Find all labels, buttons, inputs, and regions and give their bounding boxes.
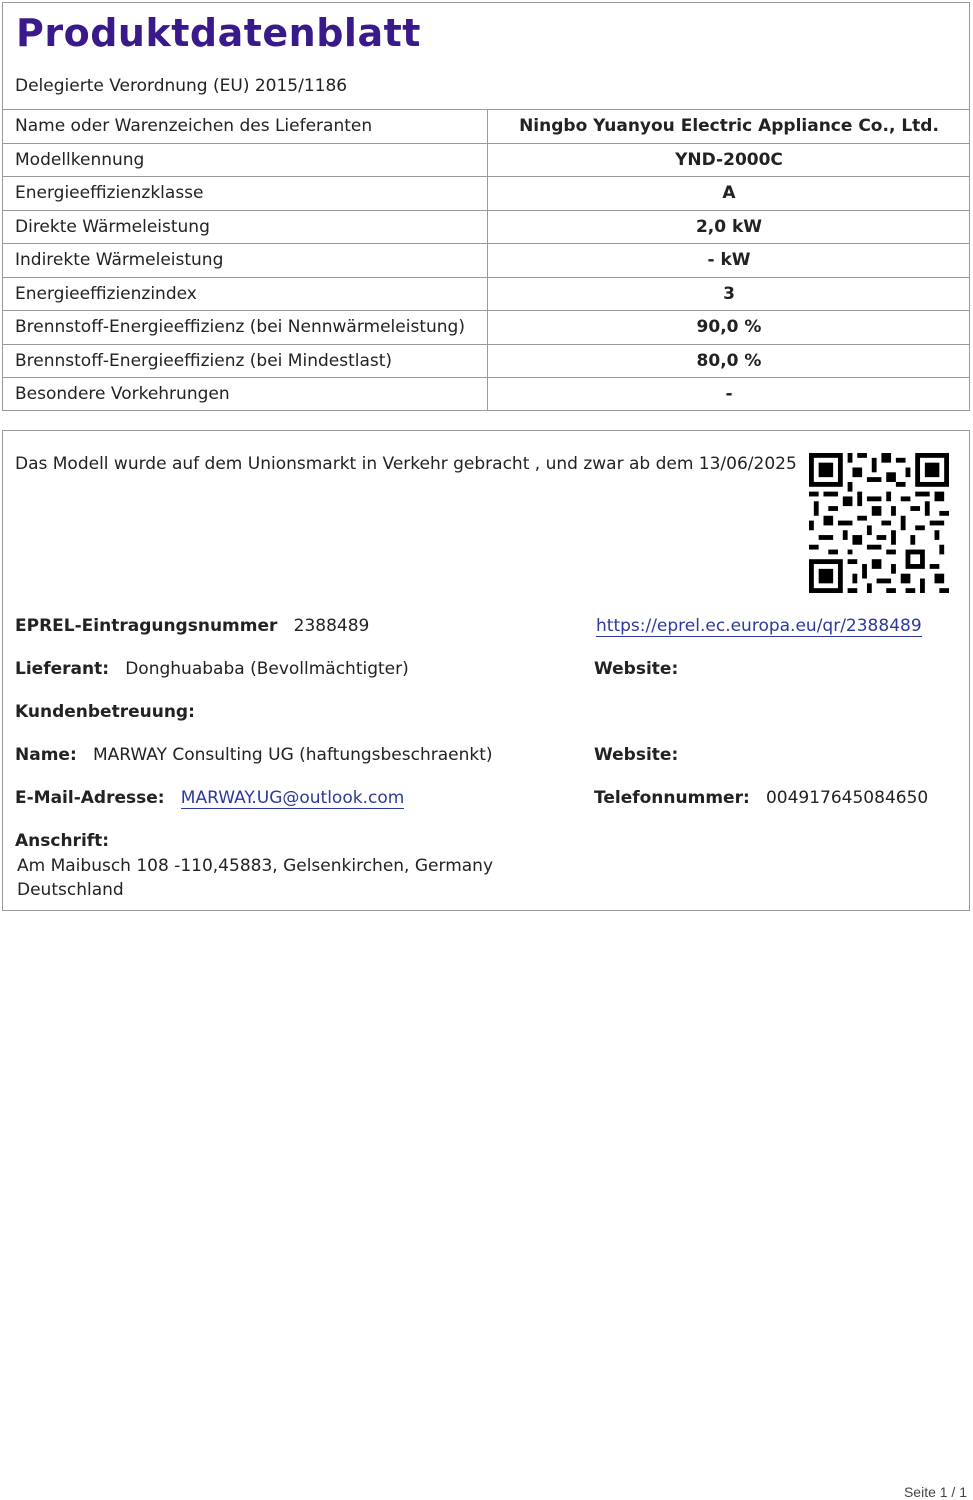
phone-label: Telefonnummer: — [594, 788, 750, 808]
product-data-box — [2, 2, 970, 411]
address-line1: Am Maibusch 108 -110,45883, Gelsenkirchen, Germany — [17, 856, 493, 876]
registration-info-box — [2, 430, 970, 911]
eprel-number: 2388489 — [293, 616, 370, 636]
row-value: 2,0 kW — [487, 211, 970, 244]
table-row — [3, 344, 969, 378]
customer-service-label: Kundenbetreuung: — [15, 702, 195, 722]
table-row — [3, 143, 969, 177]
row-value: A — [487, 177, 970, 210]
row-value: YND-2000C — [487, 144, 970, 177]
address-line2: Deutschland — [17, 880, 124, 900]
row-value: - kW — [487, 244, 970, 277]
website-label-1: Website: — [594, 659, 679, 679]
table-row — [3, 243, 969, 277]
row-value: 90,0 % — [487, 311, 970, 344]
row-label: Modellkennung — [15, 150, 145, 170]
row-label: Brennstoff-Energieeffizienz (bei Mindestlast) — [15, 351, 393, 371]
row-label: Direkte Wärmeleistung — [15, 217, 210, 237]
row-value: - — [487, 378, 970, 411]
supplier-label: Lieferant: — [15, 659, 109, 679]
row-label: Name oder Warenzeichen des Lieferanten — [15, 116, 373, 136]
table-row — [3, 377, 969, 411]
supplier-value: Donghuababa (Bevollmächtigter) — [125, 659, 409, 679]
eprel-link[interactable]: https://eprel.ec.europa.eu/qr/2388489 — [596, 616, 922, 636]
regulation-subtitle: Delegierte Verordnung (EU) 2015/1186 — [15, 76, 348, 96]
email-label: E-Mail-Adresse: — [15, 788, 165, 808]
email-link[interactable]: MARWAY.UG@outlook.com — [180, 788, 405, 808]
phone-value: 004917645084650 — [765, 788, 929, 808]
row-label: Brennstoff-Energieeffizienz (bei Nennwärmeleistung) — [15, 317, 465, 337]
table-row — [3, 176, 969, 210]
email-row — [15, 788, 404, 808]
row-value: 80,0 % — [487, 345, 970, 378]
row-value: Ningbo Yuanyou Electric Appliance Co., Ltd. — [487, 110, 970, 143]
name-value: MARWAY Consulting UG (haftungsbeschraenkt) — [92, 745, 493, 765]
eprel-label: EPREL-Eintragungsnummer — [15, 616, 278, 636]
row-label: Energieeffizienzindex — [15, 284, 197, 304]
page-title: Produktdatenblatt — [16, 11, 421, 55]
contact-name-row — [15, 745, 493, 765]
table-row — [3, 310, 969, 344]
page-number: Seite 1 / 1 — [903, 1484, 967, 1500]
supplier-row — [15, 659, 409, 679]
row-value: 3 — [487, 278, 970, 311]
eprel-row — [15, 616, 369, 636]
name-label: Name: — [15, 745, 77, 765]
phone-row — [594, 788, 928, 808]
row-label: Energieeffizienzklasse — [15, 183, 204, 203]
eprel-url-row — [596, 616, 922, 636]
row-label: Besondere Vorkehrungen — [15, 384, 230, 404]
market-date-text: Das Modell wurde auf dem Unionsmarkt in Verkehr gebracht , und zwar ab dem 13/06/2025 — [15, 454, 797, 474]
table-row — [3, 277, 969, 311]
row-label: Indirekte Wärmeleistung — [15, 250, 224, 270]
website-label-2: Website: — [594, 745, 679, 765]
table-row — [3, 210, 969, 244]
qr-code-icon — [809, 453, 949, 593]
table-row — [3, 109, 969, 143]
address-label: Anschrift: — [15, 831, 110, 851]
